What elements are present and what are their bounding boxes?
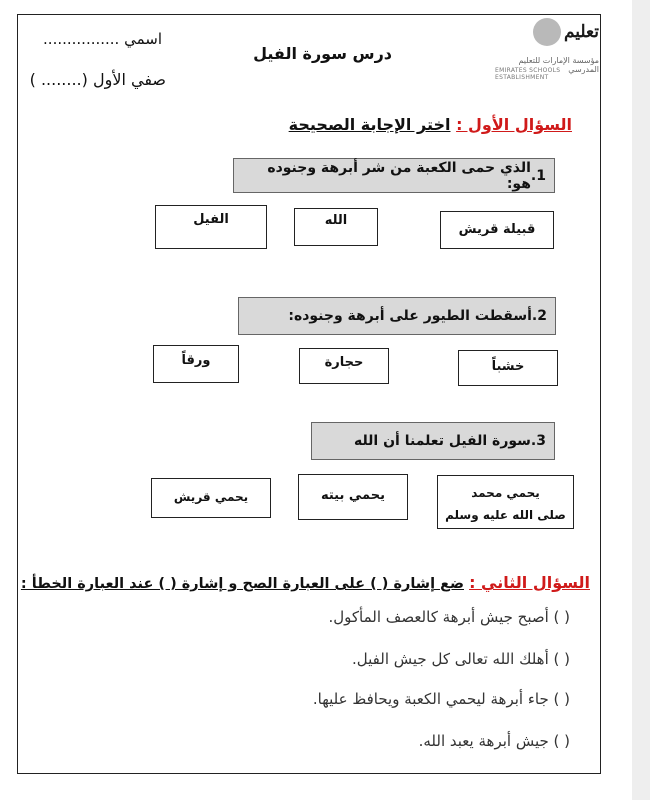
q2-option-c: ورقاً — [153, 345, 239, 383]
section2-heading — [20, 573, 590, 592]
q1-option-c: الفيل — [155, 205, 267, 249]
question-2-text: أسقطت الطيور على أبرهة وجنوده: — [288, 308, 532, 324]
class-line: صفي الأول (........ ) — [29, 70, 166, 89]
section1-heading — [290, 115, 572, 134]
school-logo — [495, 18, 599, 81]
section1-label: السؤال الأول : — [456, 115, 572, 134]
question-3-box — [311, 422, 555, 460]
question-2-box — [238, 297, 556, 335]
section2-label: السؤال الثاني : — [469, 573, 590, 592]
question-2-number: 2. — [531, 308, 547, 324]
question-1-box — [233, 158, 555, 193]
question-3-text: سورة الفيل تعلمنا أن الله — [353, 433, 531, 449]
tf-item-1: ( ) أصبح جيش أبرهة كالعصف المأكول. — [328, 608, 570, 626]
question-1-text: الذي حمى الكعبة من شر أبرهة وجنوده هو: — [267, 159, 531, 192]
q3-option-a: يحمي محمد صلى الله عليه وسلم — [437, 475, 574, 529]
q2-option-a: خشباً — [458, 350, 558, 386]
q3-option-b: يحمي بيته — [298, 474, 408, 520]
page-scroll-gutter — [632, 0, 650, 800]
q1-option-b: الله — [294, 208, 378, 246]
tf-item-4: ( ) جيش أبرهة يعبد الله. — [418, 732, 570, 750]
question-3-number: 3. — [530, 433, 546, 449]
logo-emblem-icon — [533, 18, 561, 46]
q3-option-c: يحمي قريش — [151, 478, 271, 518]
logo-english-text: EMIRATES SCHOOLS ESTABLISHMENT — [495, 67, 561, 81]
q1-option-a: قبيلة قريش — [440, 211, 554, 249]
tf-item-3: ( ) جاء أبرهة ليحمي الكعبة ويحافظ عليها. — [312, 690, 570, 708]
section2-instruction: ضع إشارة ( ) على العبارة الصح و إشارة ( ) عند العبارة الخطأ : — [20, 576, 464, 592]
student-name-line: اسمي ................ — [43, 30, 162, 48]
q2-option-b: حجارة — [299, 348, 389, 384]
logo-arabic-text: مؤسسة الإمارات للتعليم المدرسي — [518, 56, 599, 74]
tf-item-2: ( ) أهلك الله تعالى كل جيش الفيل. — [352, 650, 570, 668]
lesson-title: درس سورة الفيل — [253, 44, 392, 63]
section1-instruction: اختر الإجابة الصحيحة — [288, 115, 451, 134]
logo-wordmark: تعليم — [563, 22, 599, 42]
question-1-number: 1. — [530, 167, 546, 184]
